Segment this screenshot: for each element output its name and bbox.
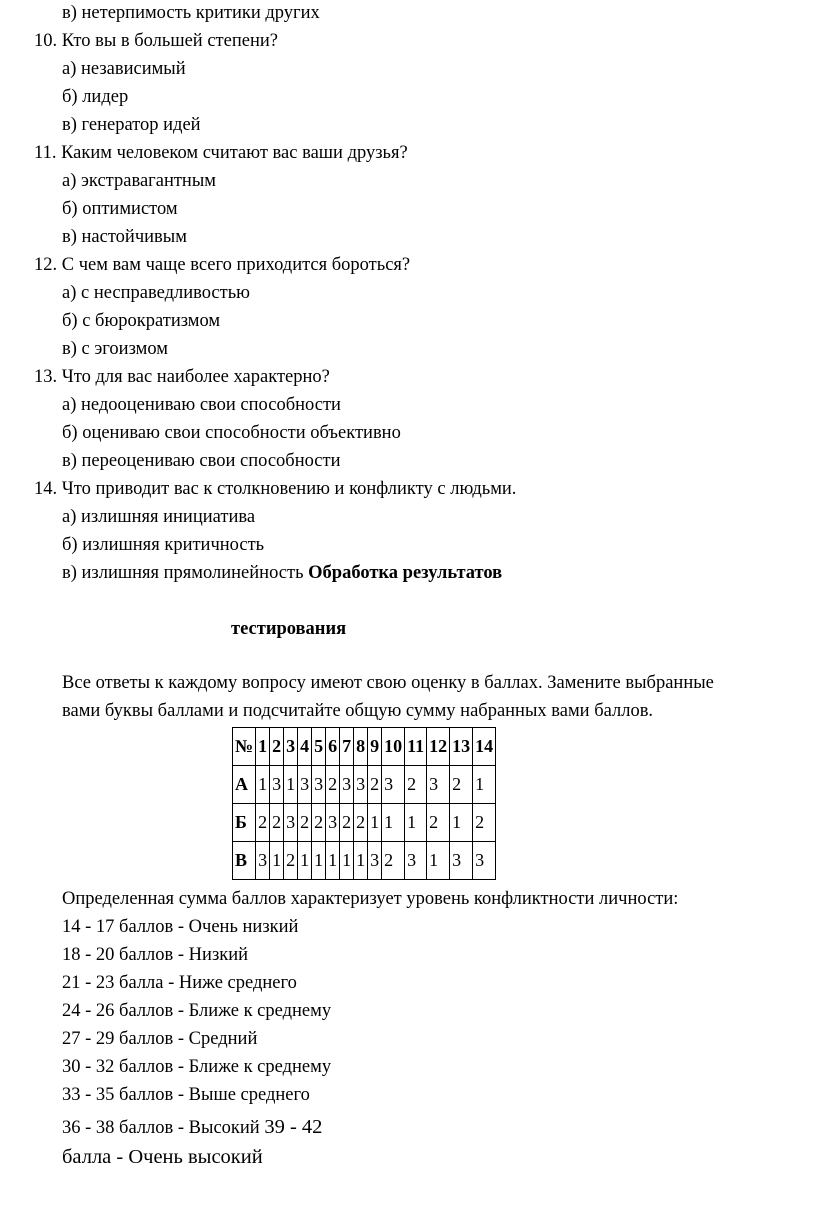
question-14-option-c-line <box>62 562 502 584</box>
score-cell: 2 <box>256 804 270 842</box>
score-table <box>232 727 496 880</box>
score-cell: 1 <box>256 766 270 804</box>
question-option: в) нетерпимость критики других <box>62 3 320 23</box>
header-cell: № <box>233 728 256 766</box>
level-high-line <box>62 1116 322 1139</box>
question-option: в) генератор идей <box>62 115 201 135</box>
level-item: 18 - 20 баллов - Низкий <box>62 945 249 965</box>
score-cell: 1 <box>427 842 450 880</box>
score-cell: 1 <box>473 766 496 804</box>
header-cell: 10 <box>382 728 405 766</box>
instructions-line-2: вами буквы баллами и подсчитайте общую сумму набранных вами баллов. <box>62 701 654 721</box>
score-cell: 3 <box>354 766 368 804</box>
score-cell: 1 <box>298 842 312 880</box>
score-cell: 2 <box>312 804 326 842</box>
header-cell: 9 <box>368 728 382 766</box>
question-option: в) переоцениваю свои способности <box>62 451 341 471</box>
score-cell: 3 <box>427 766 450 804</box>
score-cell: 1 <box>340 842 354 880</box>
level-very-high: балла - Очень высокий <box>62 1146 263 1168</box>
header-cell: 7 <box>340 728 354 766</box>
score-table-row <box>233 842 496 880</box>
score-cell: 3 <box>270 766 284 804</box>
score-cell: 2 <box>298 804 312 842</box>
instructions-line-1: Все ответы к каждому вопросу имеют свою оценку в баллах. Замените выбранные <box>62 673 714 693</box>
question-title: 11. Каким человеком считают вас ваши друзья? <box>34 143 408 163</box>
question-option: б) с бюрократизмом <box>62 311 221 331</box>
score-cell: 3 <box>473 842 496 880</box>
header-cell: 4 <box>298 728 312 766</box>
header-cell: 2 <box>270 728 284 766</box>
score-cell: 3 <box>312 766 326 804</box>
level-item: 27 - 29 баллов - Средний <box>62 1029 258 1049</box>
header-cell: 12 <box>427 728 450 766</box>
score-cell: 3 <box>340 766 354 804</box>
header-cell: 11 <box>405 728 427 766</box>
levels-intro: Определенная сумма баллов характеризует уровень конфликтности личности: <box>62 889 679 909</box>
score-cell: 1 <box>382 804 405 842</box>
header-cell: 6 <box>326 728 340 766</box>
row-label: А <box>233 766 256 804</box>
question-option: а) независимый <box>62 59 186 79</box>
header-cell: 8 <box>354 728 368 766</box>
score-cell: 2 <box>368 766 382 804</box>
question-option: а) недооцениваю свои способности <box>62 395 341 415</box>
level-item: 30 - 32 баллов - Ближе к среднему <box>62 1057 332 1077</box>
score-cell: 2 <box>382 842 405 880</box>
score-table-row <box>233 804 496 842</box>
level-high: 36 - 38 баллов - Высокий <box>62 1118 265 1138</box>
header-cell: 13 <box>450 728 473 766</box>
score-cell: 3 <box>382 766 405 804</box>
score-cell: 2 <box>405 766 427 804</box>
question-option: в) настойчивым <box>62 227 187 247</box>
score-cell: 3 <box>298 766 312 804</box>
score-cell: 1 <box>405 804 427 842</box>
score-cell: 2 <box>450 766 473 804</box>
score-cell: 2 <box>427 804 450 842</box>
score-cell: 2 <box>354 804 368 842</box>
score-table-row <box>233 766 496 804</box>
section-heading-part2: тестирования <box>231 619 347 639</box>
score-cell: 1 <box>368 804 382 842</box>
question-title: 12. С чем вам чаще всего приходится бороться? <box>34 255 411 275</box>
question-option: б) оптимистом <box>62 199 178 219</box>
score-cell: 3 <box>326 804 340 842</box>
score-table-header-row <box>233 728 496 766</box>
score-cell: 1 <box>270 842 284 880</box>
question-title: 10. Кто вы в большей степени? <box>34 31 278 51</box>
score-cell: 2 <box>326 766 340 804</box>
question-title: 14. Что приводит вас к столкновению и конфликту с людьми. <box>34 479 517 499</box>
score-cell: 1 <box>450 804 473 842</box>
score-cell: 3 <box>405 842 427 880</box>
question-option: в) с эгоизмом <box>62 339 168 359</box>
question-title: 13. Что для вас наиболее характерно? <box>34 367 330 387</box>
row-label: В <box>233 842 256 880</box>
score-cell: 1 <box>326 842 340 880</box>
header-cell: 1 <box>256 728 270 766</box>
header-cell: 3 <box>284 728 298 766</box>
score-cell: 2 <box>270 804 284 842</box>
level-item: 33 - 35 баллов - Выше среднего <box>62 1085 310 1105</box>
level-very-high-range: 39 - 42 <box>264 1116 323 1138</box>
score-cell: 3 <box>256 842 270 880</box>
question-option: а) экстравагантным <box>62 171 216 191</box>
score-cell: 1 <box>284 766 298 804</box>
score-cell: 1 <box>354 842 368 880</box>
question-14-option-c: в) излишняя прямолинейность <box>62 563 309 583</box>
score-cell: 3 <box>368 842 382 880</box>
level-item: 24 - 26 баллов - Ближе к среднему <box>62 1001 332 1021</box>
section-heading-part1: Обработка результатов <box>308 563 503 583</box>
score-cell: 3 <box>284 804 298 842</box>
score-cell: 2 <box>340 804 354 842</box>
score-cell: 2 <box>284 842 298 880</box>
question-option: б) лидер <box>62 87 129 107</box>
row-label: Б <box>233 804 256 842</box>
question-option: б) излишняя критичность <box>62 535 265 555</box>
level-item: 21 - 23 балла - Ниже среднего <box>62 973 297 993</box>
score-cell: 3 <box>450 842 473 880</box>
level-item: 14 - 17 баллов - Очень низкий <box>62 917 299 937</box>
score-cell: 1 <box>312 842 326 880</box>
score-cell: 2 <box>473 804 496 842</box>
header-cell: 14 <box>473 728 496 766</box>
question-option: а) излишняя инициатива <box>62 507 256 527</box>
header-cell: 5 <box>312 728 326 766</box>
question-option: а) с несправедливостью <box>62 283 250 303</box>
question-option: б) оцениваю свои способности объективно <box>62 423 401 443</box>
